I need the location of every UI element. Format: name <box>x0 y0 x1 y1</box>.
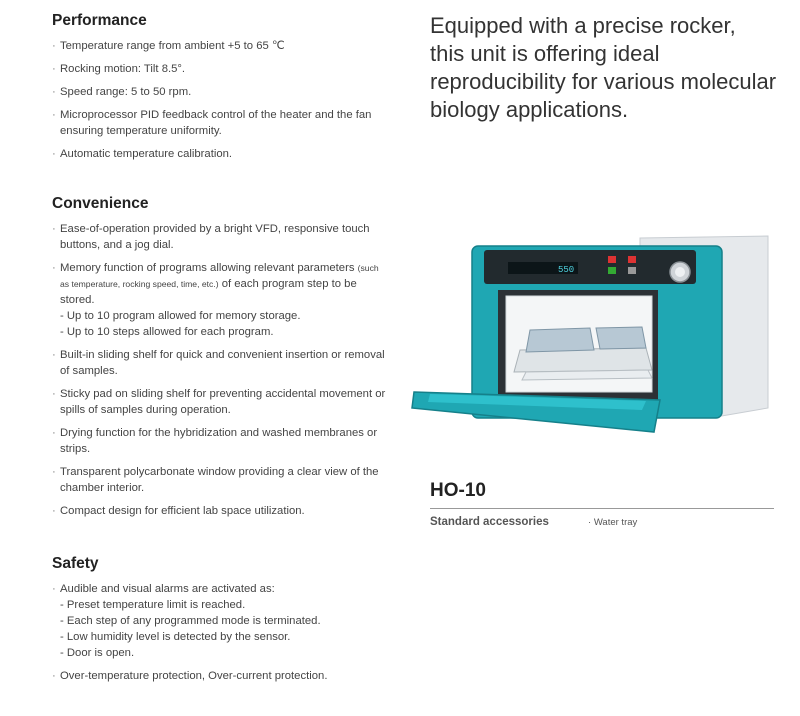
safety-title: Safety <box>52 555 99 572</box>
performance-item: · Automatic temperature calibration. <box>52 146 387 162</box>
convenience-item: · Transparent polycarbonate window providing a clear view of the chamber interior. <box>52 464 387 496</box>
convenience-item: · Built-in sliding shelf for quick and convenient insertion or removal of samples. <box>52 347 387 379</box>
performance-item: · Rocking motion: Tilt 8.5°. <box>52 61 387 77</box>
memory-rest-text: of each program step to be stored. <box>60 278 357 306</box>
memory-small-text: (such as temperature, rocking speed, time, etc.) <box>60 263 379 289</box>
convenience-item: · Ease-of-operation provided by a bright VFD, responsive touch buttons, and a jog dial. <box>52 221 387 253</box>
memory-sub-item: - Up to 10 program allowed for memory storage. <box>60 310 301 322</box>
alarm-sub-item: - Each step of any programmed mode is terminated. <box>60 615 321 627</box>
convenience-title: Convenience <box>52 195 149 212</box>
accessories-label: Standard accessories <box>430 516 549 528</box>
alarm-intro: Audible and visual alarms are activated as: <box>60 583 275 595</box>
headline-line: biology applications. <box>430 97 629 122</box>
performance-item: · Microprocessor PID feedback control of the heater and the fan ensuring temperature uniformity. <box>52 107 387 139</box>
alarm-sub-item: - Low humidity level is detected by the sensor. <box>60 631 291 643</box>
headline-line: Equipped with a precise rocker, <box>430 13 736 38</box>
safety-item: · Over-temperature protection, Over-current protection. <box>52 668 387 684</box>
accessories-value: · Water tray <box>588 517 638 528</box>
jog-dial-center <box>675 267 685 277</box>
memory-sub-item: - Up to 10 steps allowed for each program. <box>60 326 274 338</box>
alarm-sub-item: - Door is open. <box>60 647 135 659</box>
headline <box>430 12 790 124</box>
performance-item: · Speed range: 5 to 50 rpm. <box>52 84 387 100</box>
divider <box>430 508 774 509</box>
alarm-sub-item: - Preset temperature limit is reached. <box>60 599 246 611</box>
button-icon <box>608 267 616 274</box>
model-name: HO-10 <box>430 480 486 501</box>
hybridization-oven-image <box>410 232 770 452</box>
accessories-value-text: Water tray <box>593 517 638 528</box>
water-tray <box>522 370 652 380</box>
performance-title: Performance <box>52 12 147 29</box>
convenience-item: · Drying function for the hybridization and washed membranes or strips. <box>52 425 387 457</box>
button-icon <box>628 256 636 263</box>
button-icon <box>608 256 616 263</box>
headline-line: this unit is offering ideal <box>430 41 660 66</box>
safety-section <box>52 555 387 691</box>
safety-item-alarms <box>52 581 387 661</box>
convenience-item: · Compact design for efficient lab space utilization. <box>52 503 387 519</box>
button-icon <box>628 267 636 274</box>
sample-tray <box>526 328 594 352</box>
convenience-item: · Sticky pad on sliding shelf for preventing accidental movement or spills of samples during operation. <box>52 386 387 418</box>
convenience-item-memory <box>52 260 387 340</box>
display-reading: 550 <box>558 265 575 275</box>
sample-tray <box>596 327 646 349</box>
performance-item: · Temperature range from ambient +5 to 65 ℃ <box>52 38 387 54</box>
convenience-section <box>52 195 387 526</box>
headline-line: reproducibility for various molecular <box>430 69 777 94</box>
performance-section <box>52 12 387 169</box>
memory-text: Memory function of programs allowing relevant parameters <box>60 262 355 274</box>
